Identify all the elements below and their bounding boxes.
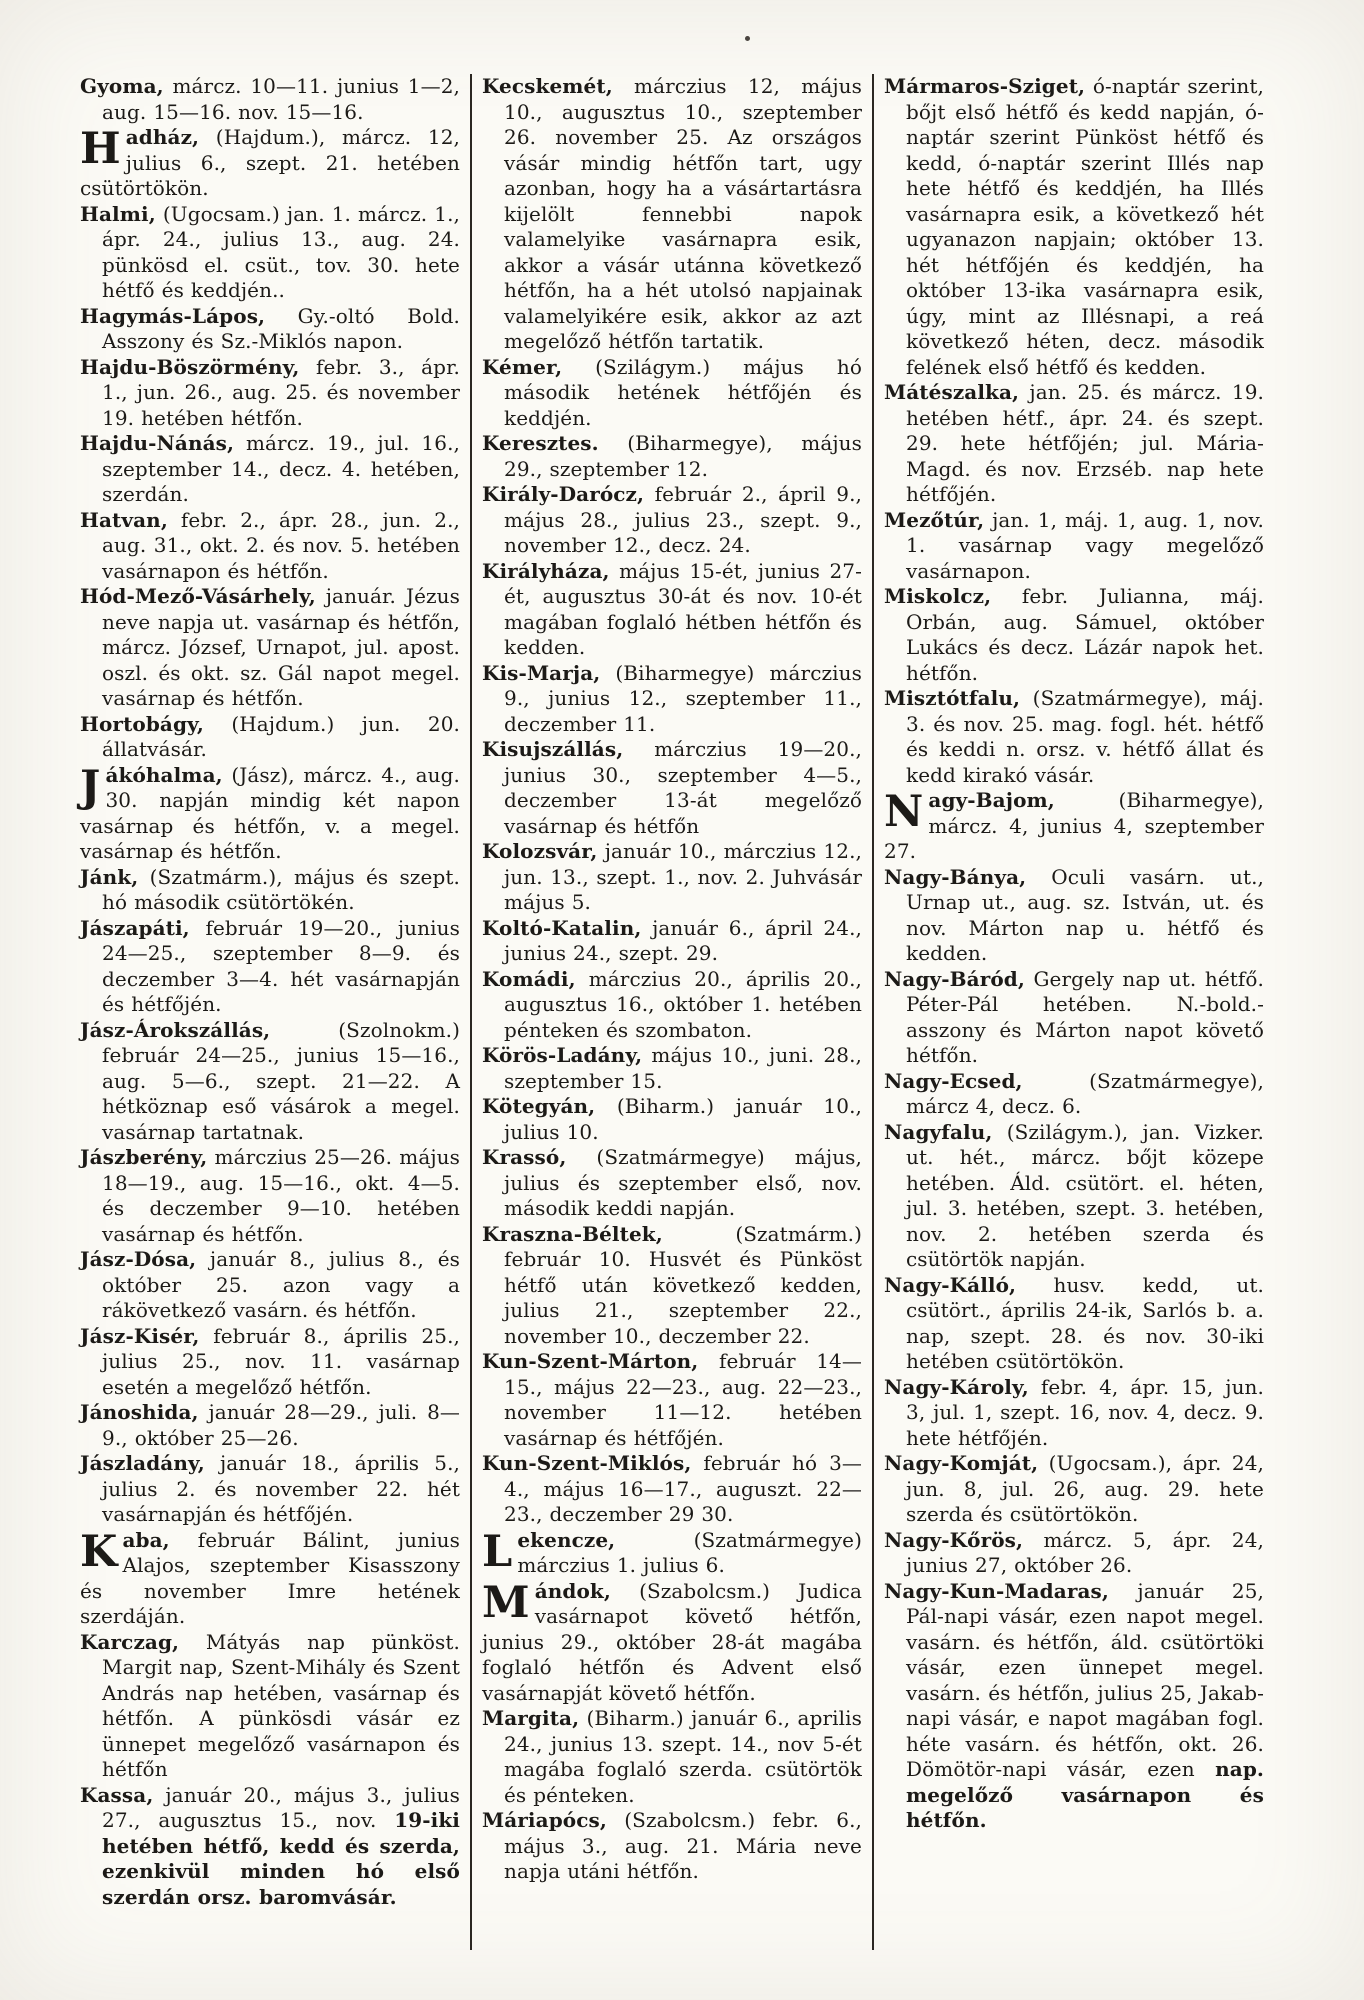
calendar-entry: Kraszna-Béltek, (Szatmárm.) február 10. Husvét és Pünköst hétfő után következő kedden, julius 21., szeptember 22., november 10., deczember 22. [482, 1221, 862, 1348]
calendar-entry: Lekencze, (Szatmármegye) márczius 1. julius 6. [482, 1526, 862, 1577]
calendar-entry: Jász-Árokszállás, (Szolnokm.) február 24—25., junius 15—16., aug. 5—6., szept. 21—22. A hétköznap eső vásárok a megel. vasárnap tartatnak. [80, 1017, 460, 1144]
calendar-entry: Kassa, január 20., május 3., julius 27., augusztus 15., nov. 19-iki hetében hétfő, kedd és szerda, ezenkivül minden hó első szerdán orsz. baromvásár. [80, 1782, 460, 1909]
calendar-entry: Krassó, (Szatmármegye) május, julius és szeptember első, nov. második keddi napján. [482, 1145, 862, 1220]
calendar-entry: Halmi, (Ugocsam.) jan. 1. márcz. 1., ápr. 24., julius 13., aug. 24. pünkösd el. csüt., tov. 30. hete hétfő és keddjén.. [80, 201, 460, 302]
calendar-entry: Mándok, (Szabolcsm.) Judica vasárnapot követő hétfőn, junius 29., október 28-át magába foglaló hétfőn és Advent első vasárnapját követő hétfőn. [482, 1577, 862, 1705]
town-name: Jánk, [80, 864, 139, 889]
calendar-entry: Jánoshida, január 28—29., juli. 8—9., október 25—26. [80, 1400, 460, 1450]
calendar-entry: Nagy-Károly, febr. 4, ápr. 15, jun. 3, jul. 1, szept. 16, nov. 4, decz. 9. hete hétfőjén. [884, 1374, 1264, 1450]
calendar-entry: Nagy-Bajom, (Biharmegye), márcz. 4, junius 4, szeptember 27. [884, 787, 1264, 863]
town-name: Kecskemét, [482, 74, 613, 98]
town-name: Gyoma, [80, 74, 164, 98]
town-name: Jász-Árokszállás, [80, 1017, 271, 1042]
calendar-entry: Komádi, márczius 20., április 20., augusztus 16., október 1. hetében pénteken és szombaton. [482, 966, 862, 1042]
town-name: Kun-Szent-Márton, [482, 1349, 699, 1373]
town-name: Nagy-Komját, [884, 1451, 1039, 1475]
calendar-entry: Kaba, február Bálint, junius Alajos, szeptember Kisasszony és november Imre hetének szerdáján. [80, 1526, 460, 1628]
calendar-entry: Nagy-Bánya, Oculi vasárn. ut., Urnap ut., aug. sz. István, ut. és nov. Márton nap u. hétfő és kedden. [884, 864, 1264, 965]
town-name: Nagy-Ecsed, [884, 1068, 1023, 1093]
calendar-entry: Kun-Szent-Miklós, február hó 3—4., május 16—17., auguszt. 22—23., deczember 29 30. [482, 1451, 862, 1526]
calendar-entry: Hatvan, febr. 2., ápr. 28., jun. 2., aug. 31., okt. 2. és nov. 5. hetében vasárnapon és hétfőn. [80, 507, 460, 583]
drop-cap: N [884, 787, 924, 837]
drop-cap: L [482, 1526, 513, 1577]
town-name: Keresztes. [482, 431, 599, 455]
calendar-entry: Jákóhalma, (Jász), márcz. 4., aug. 30. napján mindig két napon vasárnap és hétfőn, v. a megel. vasárnap és hétfőn. [80, 761, 460, 863]
calendar-entry: Hajdu-Böszörmény, febr. 3., ápr. 1., jun. 26., aug. 25. és november 19. hetében hétfőn. [80, 354, 460, 430]
calendar-entry: Mármaros-Sziget, ó-naptár szerint, bőjt első hétfő és kedd napján, ó-naptár szerint Pünköst hétfő és kedd, ó-naptár szerint Illés nap hete hétfő és keddjén, ha Illés vasárnapra esik, a következő hét ugyanazon napjain; október 13. hét hétfőjén és keddjén, ha október 13-ika vasárnapra esik, úgy, mint az Illésnapi, a reá következő héten, decz. második felének első hétfő és kedden. [884, 74, 1264, 379]
calendar-entry: Király-Darócz, február 2., ápril 9., május 28., julius 23., szept. 9., november 12., decz. 24. [482, 482, 862, 557]
calendar-entry: Jánk, (Szatmárm.), május és szept. hó második csütörtökén. [80, 864, 460, 914]
town-name: Nagy-Báród, [884, 966, 1025, 991]
calendar-entry: Mátészalka, jan. 25. és márcz. 19. hetében hétf., ápr. 24. és szept. 29. hete hétfőjén; jul. Mária-Magd. és nov. Erzséb. nap hete hétfőjén. [884, 380, 1264, 506]
town-name: Kun-Szent-Miklós, [482, 1451, 692, 1475]
town-name: Kötegyán, [482, 1094, 596, 1118]
town-name: ándok, [534, 1578, 611, 1603]
column-divider [470, 74, 472, 1950]
town-name: Mátészalka, [884, 380, 1020, 404]
calendar-entry: Jászladány, január 18., április 5., julius 2. és november 22. hét vasárnapján és hétfőjén. [80, 1451, 460, 1526]
town-name: Nagy-Kun-Madaras, [884, 1578, 1109, 1603]
town-name: Hajdu-Nánás, [80, 431, 235, 455]
ink-speck [745, 36, 750, 41]
town-name: Nagy-Kőrös, [884, 1527, 1024, 1552]
town-name: Jászberény, [80, 1145, 208, 1169]
drop-cap: M [482, 1577, 530, 1628]
calendar-entry: Jász-Dósa, január 8., julius 8., és október 25. azon vagy a rákövetkező vasárn. és hétfőn. [80, 1247, 460, 1322]
town-name: Komádi, [482, 966, 576, 991]
calendar-entry: Kötegyán, (Biharm.) január 10., julius 10. [482, 1094, 862, 1144]
calendar-entry: Gyoma, márcz. 10—11. junius 1—2, aug. 15—16. nov. 15—16. [80, 74, 460, 124]
town-name: Nagy-Kálló, [884, 1272, 1017, 1297]
town-name: Kassa, [80, 1782, 154, 1807]
town-name: adház, [125, 125, 200, 149]
calendar-entry: Nagy-Kálló, husv. kedd, ut. csütört., április 24-ik, Sarlós b. a. nap, szept. 28. és nov. 30-iki hetében csütörtökön. [884, 1272, 1264, 1373]
calendar-entry: Nagy-Komját, (Ugocsam.), ápr. 24, jun. 8, jul. 26, aug. 29. hete szerda és csütörtökön. [884, 1451, 1264, 1526]
calendar-entry: Nagy-Ecsed, (Szatmármegye), márcz 4, decz. 6. [884, 1068, 1264, 1118]
calendar-entry: Hadház, (Hajdum.), márcz. 12, julius 6., szept. 21. hetében csütörtökön. [80, 124, 460, 200]
town-name: Nagy-Károly, [884, 1374, 1029, 1399]
bold-text: 19-iki hetében hétfő, kedd és szerda, ezenkivül minden hó első szerdán orsz. baromvásár. [102, 1808, 460, 1909]
town-name: Jánoshida, [80, 1400, 199, 1424]
calendar-entry: Nagy-Báród, Gergely nap ut. hétfő. Péter-Pál hetében. N.-bold.-asszony és Márton napot követő hétfőn. [884, 966, 1264, 1067]
calendar-entry: Jászapáti, február 19—20., junius 24—25., szeptember 8—9. és deczember 3—4. hét vasárnapján és hétfőjén. [80, 915, 460, 1016]
calendar-entry: Kis-Marja, (Biharmegye) márczius 9., junius 12., szeptember 11., deczember 11. [482, 660, 862, 736]
calendar-entry: Keresztes. (Biharmegye), május 29., szeptember 12. [482, 431, 862, 481]
town-name: Koltó-Katalin, [482, 915, 642, 940]
calendar-entry: Kisujszállás, márczius 19—20., junius 30., szeptember 4—5., deczember 13-át megelőző vasárnap és hétfőn [482, 737, 862, 838]
calendar-entry: Miskolcz, febr. Julianna, máj. Orbán, aug. Sámuel, október Lukács és decz. Lázár napok het. hétfőn. [884, 584, 1264, 685]
town-name: Karczag, [80, 1629, 180, 1654]
calendar-entry: Kecskemét, márczius 12, május 10., augusztus 10., szeptember 26. november 25. Az országos vásár mindig hétfőn tart, ugy azonban, hogy ha a vásártartásra kijelölt fennebbi napok valamelyike vasárnapra esik, akkor a vásár utánna következő hétfőn, ha a hét utolsó napjainak valamelyikére esik, akkor az azt megelőző hétfőn tartatik. [482, 74, 862, 353]
town-name: Kis-Marja, [482, 660, 601, 685]
town-name: Hatvan, [80, 507, 168, 532]
town-name: Jász-Kisér, [80, 1323, 200, 1348]
town-name: Hagymás-Lápos, [80, 303, 266, 328]
town-name: ekencze, [517, 1527, 616, 1552]
town-name: Kraszna-Béltek, [482, 1221, 663, 1246]
town-name: Királyháza, [482, 558, 610, 583]
town-name: Király-Darócz, [482, 482, 645, 506]
calendar-entry: Margita, (Biharm.) január 6., aprilis 24., junius 13. szept. 14., nov 5-ét magába foglaló szerda. csütörtök és pénteken. [482, 1706, 862, 1807]
calendar-entry: Mezőtúr, jan. 1, máj. 1, aug. 1, nov. 1. vasárnap vagy megelőző vasárnapon. [884, 507, 1264, 583]
town-name: Mármaros-Sziget, [884, 74, 1086, 98]
town-name: Miskolcz, [884, 584, 992, 608]
calendar-entry: Jászberény, márczius 25—26. május 18—19., aug. 15—16., okt. 4—5. és deczember 9—10. hetében vasárnap és hétfőn. [80, 1145, 460, 1246]
calendar-entry: Körös-Ladány, május 10., juni. 28., szeptember 15. [482, 1043, 862, 1093]
town-name: Kisujszállás, [482, 737, 624, 761]
town-name: Kémer, [482, 354, 563, 379]
calendar-entry: Nagy-Kőrös, márcz. 5, ápr. 24, junius 27, október 26. [884, 1527, 1264, 1577]
town-name: Kolozsvár, [482, 839, 598, 863]
column-2 [482, 74, 862, 1950]
calendar-entry: Máriapócs, (Szabolcsm.) febr. 6., május 3., aug. 21. Mária neve napja utáni hétfőn. [482, 1808, 862, 1883]
column-3 [884, 74, 1264, 1950]
calendar-entry: Hortobágy, (Hajdum.) jun. 20. állatvásár. [80, 711, 460, 761]
calendar-entry: Nagy-Kun-Madaras, január 25, Pál-napi vásár, ezen napot megel. vasárn. és hétfőn, áld. csütörtöki vásár, ezen ünnepet megel. vasárn. és hétfőn, julius 25, Jakab-napi vásár, e napot magában fogl. héte vasárn. és hétfőn, okt. 26. Dömötör-napi vásár, ezen nap. megelőző vasárnapon és hétfőn. [884, 1578, 1264, 1832]
town-name: Hód-Mező-Vásárhely, [80, 584, 316, 608]
town-name: ákóhalma, [105, 762, 223, 787]
calendar-entry: Nagyfalu, (Szilágym.), jan. Vizker. ut. hét., márcz. bőjt közepe hetében. Áld. csütört. el. héten, jul. 3. hetében, szept. 3. hetében, nov. 2. hetében szerda és csütörtök napján. [884, 1119, 1264, 1271]
town-name: Jász-Dósa, [80, 1247, 197, 1271]
drop-cap: K [80, 1526, 118, 1577]
town-name: Mezőtúr, [884, 507, 985, 532]
town-name: Margita, [482, 1706, 580, 1730]
calendar-entry: Misztótfalu, (Szatmármegye), máj. 3. és nov. 25. mag. fogl. hét. hétfő és keddi n. orsz. v. hétfő állat és kedd kirakó vásár. [884, 686, 1264, 787]
drop-cap: H [80, 124, 121, 174]
calendar-entry: Karczag, Mátyás nap pünköst. Margit nap, Szent-Mihály és Szent András nap hetében, vasárnap és hétfőn. A pünkösdi vásár ez ünnepet megelőző vasárnapon és hétfőn [80, 1629, 460, 1781]
town-name: agy-Bajom, [928, 788, 1055, 812]
calendar-entry: Hagymás-Lápos, Gy.-oltó Bold. Asszony és Sz.-Miklós napon. [80, 303, 460, 353]
calendar-entry: Kolozsvár, január 10., márczius 12., jun. 13., szept. 1., nov. 2. Juhvásár május 5. [482, 839, 862, 914]
town-name: Krassó, [482, 1145, 567, 1169]
town-name: Misztótfalu, [884, 686, 1021, 710]
drop-cap: J [80, 761, 101, 812]
town-name: Jászladány, [80, 1451, 205, 1475]
bold-text: nap. megelőző vasárnapon és hétfőn. [906, 1757, 1264, 1832]
town-name: aba, [122, 1527, 170, 1552]
calendar-entry: Koltó-Katalin, január 6., ápril 24., junius 24., szept. 29. [482, 915, 862, 965]
town-name: Nagy-Bánya, [884, 864, 1027, 889]
town-name: Nagyfalu, [884, 1119, 993, 1144]
calendar-entry: Kun-Szent-Márton, február 14—15., május 22—23., aug. 22—23., november 11—12. hetében vasárnap és hétfőjén. [482, 1349, 862, 1450]
column-divider [872, 74, 874, 1950]
calendar-entry: Jász-Kisér, február 8., április 25., julius 25., nov. 11. vasárnap esetén a megelőző hétfőn. [80, 1323, 460, 1399]
town-name: Hortobágy, [80, 711, 204, 736]
town-name: Körös-Ladány, [482, 1043, 643, 1067]
town-name: Jászapáti, [80, 915, 190, 940]
town-name: Máriapócs, [482, 1808, 607, 1832]
page-content [80, 74, 1264, 1950]
calendar-entry: Hód-Mező-Vásárhely, január. Jézus neve napja ut. vasárnap és hétfőn, márcz. József, Urnapot, jul. apost. oszl. és okt. sz. Gál napot megel. vasárnap és hétfőn. [80, 584, 460, 710]
column-1 [80, 74, 460, 1950]
calendar-entry: Kémer, (Szilágym.) május hó második hetének hétfőjén és keddjén. [482, 354, 862, 430]
town-name: Halmi, [80, 201, 156, 226]
calendar-entry: Királyháza, május 15-ét, junius 27-ét, augusztus 30-át és nov. 10-ét magában foglaló hétben hétfőn és kedden. [482, 558, 862, 659]
calendar-entry: Hajdu-Nánás, márcz. 19., jul. 16., szeptember 14., decz. 4. hetében, szerdán. [80, 431, 460, 506]
town-name: Hajdu-Böszörmény, [80, 354, 300, 379]
